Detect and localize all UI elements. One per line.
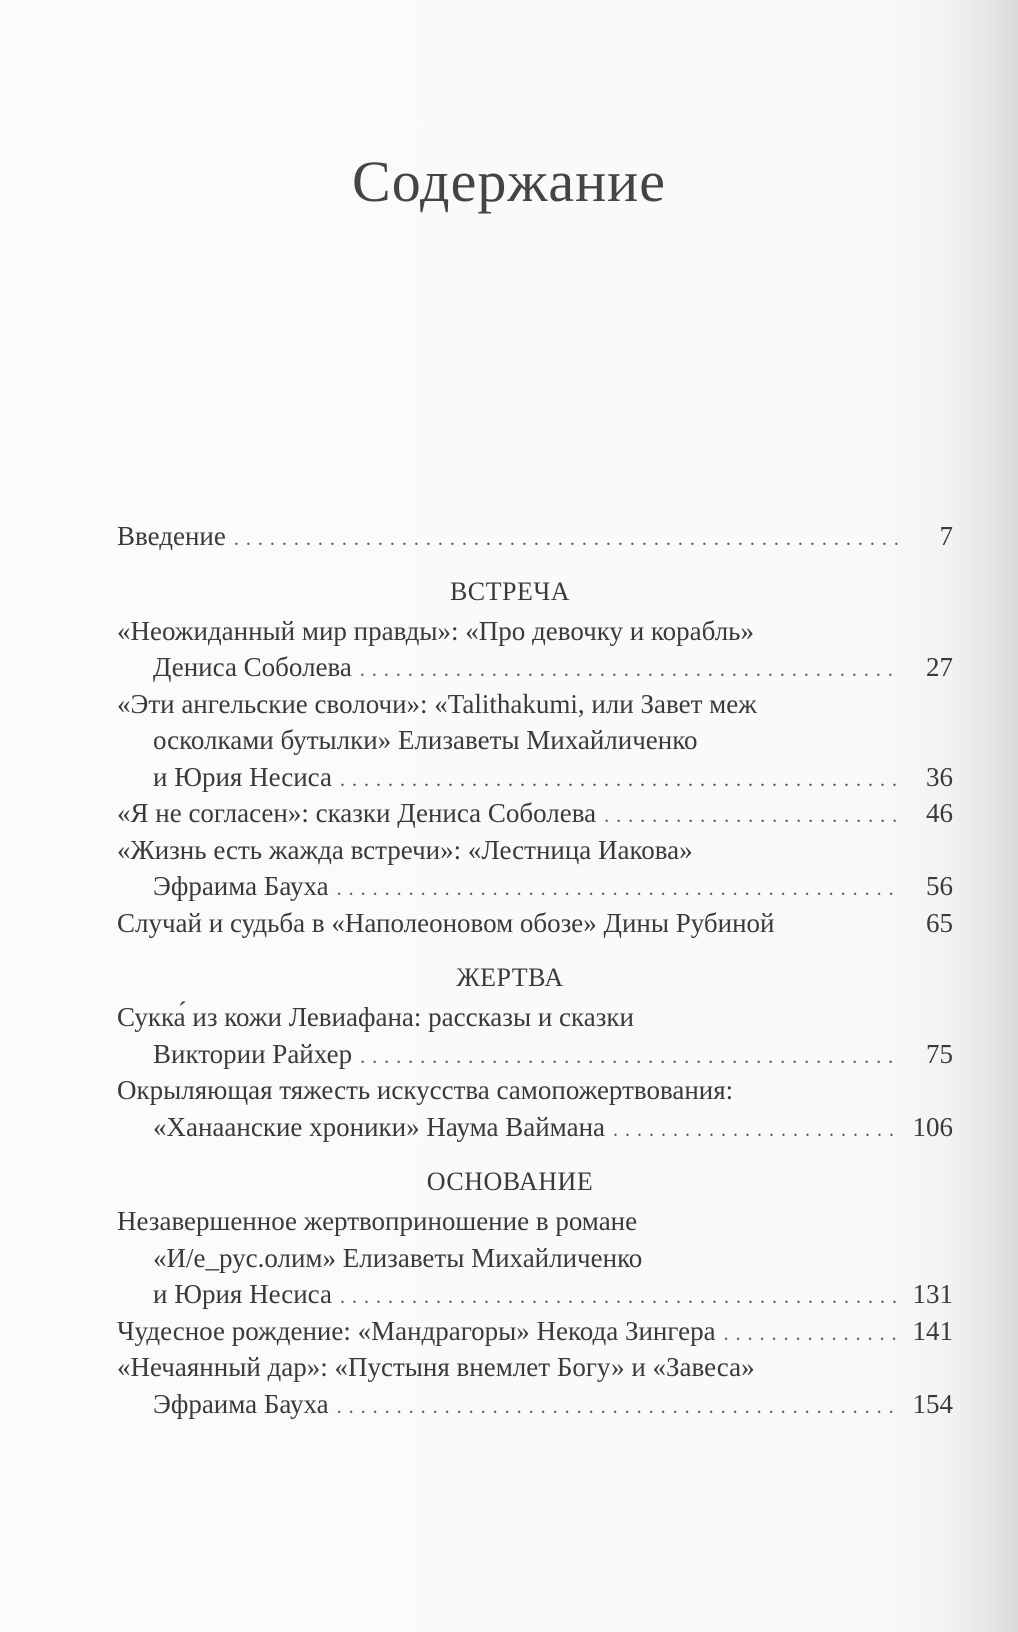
dot-leader: [337, 1389, 899, 1426]
page-number: 56: [926, 871, 953, 901]
toc-entry[interactable]: [117, 1072, 953, 1145]
page-number: 141: [912, 1315, 953, 1346]
page-number: 65: [926, 907, 953, 938]
entry-title-line: Случай и судьба в «Наполеоновом обозе» Дины Рубиной: [117, 907, 775, 938]
entry-title-line: Виктории Райхер: [153, 1038, 353, 1069]
page-number: 75: [926, 1038, 953, 1069]
toc-entry[interactable]: [117, 518, 953, 555]
dot-leader: [613, 1112, 899, 1149]
dot-leader: [340, 762, 899, 799]
entry-title-line: Эфраима Бауха: [153, 871, 329, 901]
dot-leader: [337, 871, 899, 908]
entry-title-line: Чудесное рождение: «Мандрагоры» Некода Зингера: [117, 1315, 716, 1346]
page-title: Содержание: [352, 149, 666, 214]
table-of-contents: [117, 518, 953, 1422]
page-number: 36: [926, 761, 953, 792]
entry-title-line: «Эти ангельские сволочи»: «Talithakumi, или Завет меж: [117, 688, 757, 719]
entry-title-line: «Ханаанские хроники» Наума Ваймана: [153, 1111, 605, 1142]
toc-entry[interactable]: [117, 905, 953, 942]
page-number: 27: [926, 652, 953, 682]
entry-title-line: осколками бутылки» Елизаветы Михайличенко: [153, 725, 698, 755]
entry-title-line: Незавершенное жертвоприношение в романе: [117, 1206, 638, 1236]
dot-leader: [360, 652, 899, 689]
entry-title-line: Введение: [117, 521, 226, 551]
entry-title-line: «Неожиданный мир правды»: «Про девочку и корабль»: [117, 615, 754, 646]
dot-leader: [604, 798, 899, 835]
page-number: 131: [912, 1279, 953, 1309]
page-number: 106: [912, 1111, 953, 1142]
entry-title-line: и Юрия Несиса: [153, 1279, 332, 1309]
entry-title-line: «Я не согласен»: сказки Дениса Соболева: [117, 798, 597, 828]
dot-leader: [360, 1039, 899, 1076]
toc-entry[interactable]: [117, 832, 953, 905]
toc-entry[interactable]: [117, 1203, 953, 1313]
dot-leader: [724, 1316, 899, 1353]
toc-entry[interactable]: [117, 686, 953, 796]
dot-leader: [234, 521, 899, 558]
entry-title-line: и Юрия Несиса: [153, 761, 332, 792]
page-number: 46: [926, 798, 953, 828]
page-number: 7: [939, 521, 953, 551]
toc-entry[interactable]: [117, 795, 953, 832]
page-number: 154: [912, 1388, 953, 1419]
entry-title-line: «И/е_рус.олим» Елизаветы Михайличенко: [153, 1242, 643, 1273]
toc-entry[interactable]: [117, 613, 953, 686]
entry-title-line: «Жизнь есть жажда встречи»: «Лестница Иакова»: [117, 834, 693, 865]
entry-title-line: Сукка́ из кожи Левиафана: рассказы и сказки: [117, 1002, 634, 1032]
entry-title-line: Окрыляющая тяжесть искусства самопожертвования:: [117, 1075, 734, 1105]
section-heading: ВСТРЕЧА: [449, 576, 571, 606]
toc-entry[interactable]: [117, 1313, 953, 1350]
entry-title-line: «Нечаянный дар»: «Пустыня внемлет Богу» и «Завеса»: [117, 1352, 755, 1382]
entry-title-line: Дениса Соболева: [153, 652, 352, 682]
toc-entry[interactable]: [117, 999, 953, 1072]
section-heading: ОСНОВАНИЕ: [426, 1167, 594, 1196]
toc-entry[interactable]: [117, 1349, 953, 1422]
entry-title-line: Эфраима Бауха: [153, 1388, 329, 1419]
dot-leader: [340, 1279, 899, 1316]
section-heading: ЖЕРТВА: [456, 963, 564, 992]
